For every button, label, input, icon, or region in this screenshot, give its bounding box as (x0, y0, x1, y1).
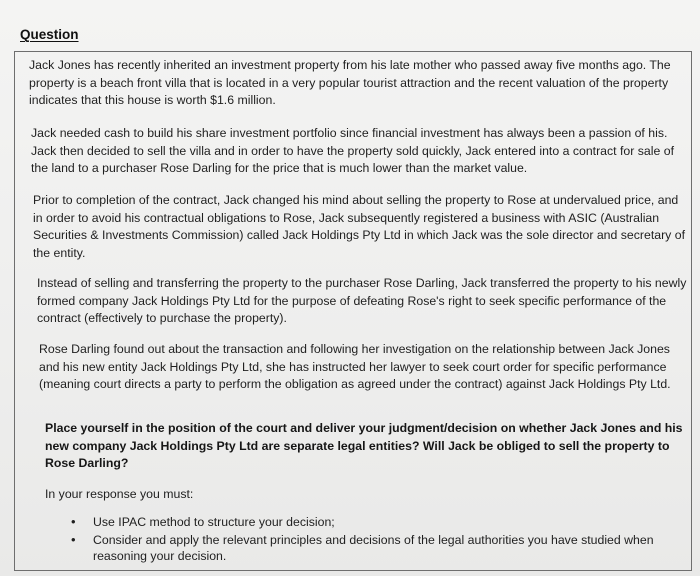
list-item (61, 514, 681, 531)
list-item-text: Consider and apply the relevant principles and decisions of the legal authorities you have studied when reasoning your decision. (93, 532, 654, 563)
paragraph-property-transfer: Instead of selling and transferring the property to the purchaser Rose Darling, Jack transferred the property to his newly formed company Jack Holdings Pty Ltd for the purpose of defeating Rose's right to seek specific performance of the contract (effectively to purchase the property). (37, 276, 687, 326)
question-heading: Question (20, 27, 79, 42)
paragraph-response-intro: In your response you must: (45, 487, 194, 501)
paragraph-task-question: Place yourself in the position of the court and deliver your judgment/decision on whether Jack Jones and his new company Jack Holdings Pty Ltd are separate legal entities? Will Jack be obliged to sell the property to Rose Darling? (45, 421, 683, 471)
requirements-list (61, 514, 681, 566)
paragraph-sale-contract: Jack needed cash to build his share investment portfolio since financial investment has always been a passion of his. Jack then decided to sell the villa and in order to have the property sold quickly, Jack entered into a contract for sale of the land to a purchaser Rose Darling for the price that is much lower than the market value. (31, 126, 674, 176)
question-box (14, 51, 692, 571)
paragraph-inheritance: Jack Jones has recently inherited an investment property from his late mother who passed away five months ago. The property is a beach front villa that is located in a very popular tourist attraction and the recent valuation of the property indicates that this house is worth $1.6 million. (29, 58, 671, 108)
paragraph-company-registration: Prior to completion of the contract, Jack changed his mind about selling the property to Rose at undervalued price, and in order to avoid his contractual obligations to Rose, Jack subsequently registered a business with ASIC (Australian Securities & Investments Commission) called Jack Holdings Pty Ltd in which Jack was the sole director and secretary of the entity. (33, 193, 686, 260)
bullet-icon: • (71, 531, 76, 547)
bullet-icon: • (71, 514, 76, 529)
list-item-text: Use IPAC method to structure your decision; (93, 515, 335, 529)
list-item (61, 532, 681, 565)
paragraph-court-order: Rose Darling found out about the transaction and following her investigation on the relationship between Jack Jones and his new entity Jack Holdings Pty Ltd, she has instructed her lawyer to seek court order for specific performance (meaning court directs a party to perform the obligation as agreed under the contract) against Jack Holdings Pty Ltd. (39, 342, 671, 392)
